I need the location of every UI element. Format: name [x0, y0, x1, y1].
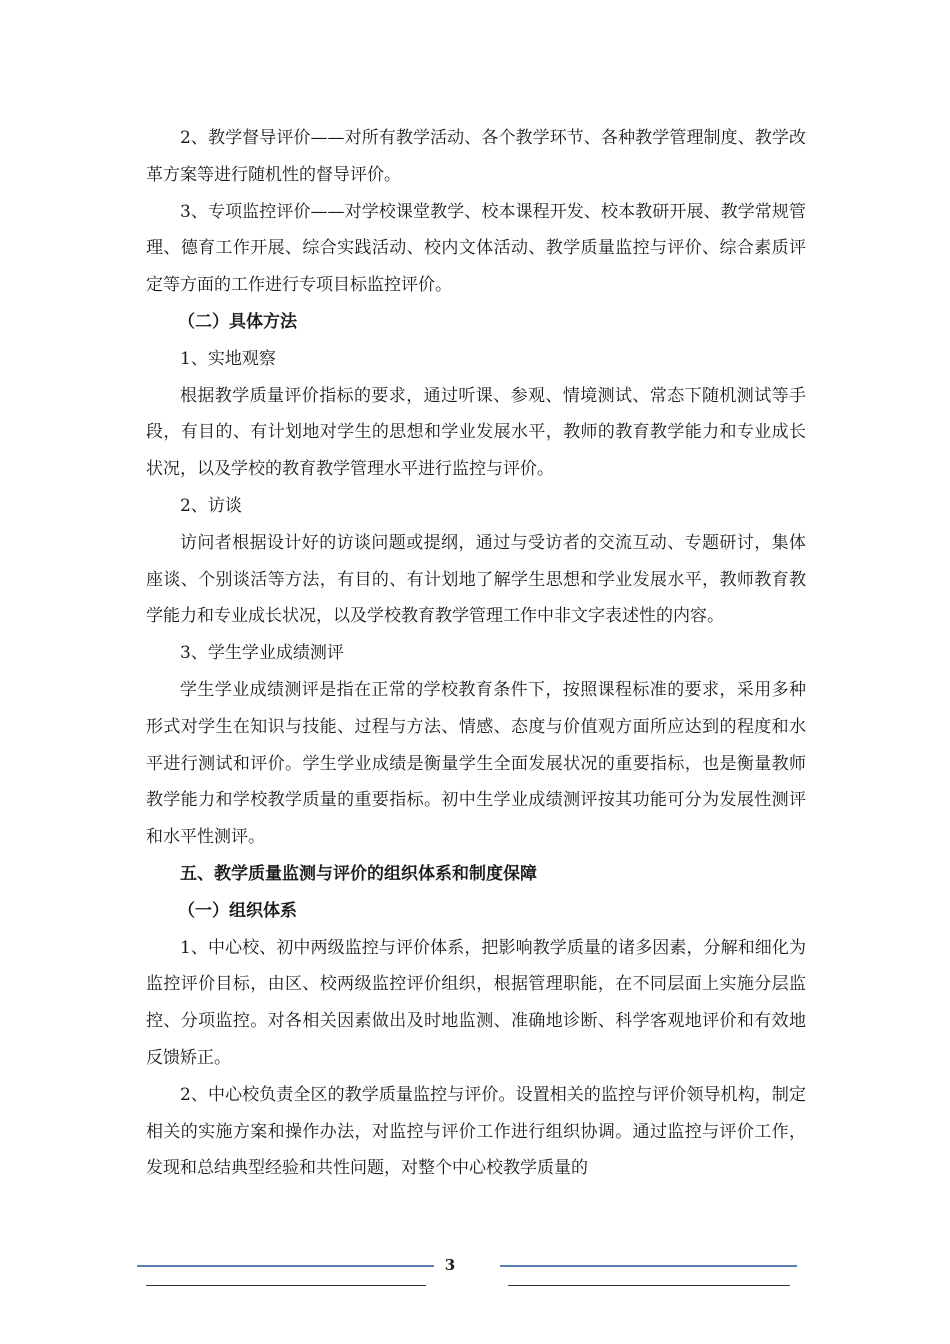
- footer-rule-right-top: [500, 1265, 797, 1267]
- paragraph-interview: 访问者根据设计好的访谈问题或提纲，通过与受访者的交流互动、专题研讨，集体座谈、个别谈活等方法，有目的、有计划地了解学生思想和学业发展水平，教师教育教学能力和专业成长状况，以及学校教育教学管理工作中非文字表述性的内容。: [146, 532, 806, 627]
- heading-organization-system: 五、教学质量监测与评价的组织体系和制度保障: [180, 863, 537, 884]
- paragraph-two-level-system: 1、中心校、初中两级监控与评价体系，把影响教学质量的诸多因素，分解和细化为监控评价目标，由区、校两级监控评价组织，根据管理职能，在不同层面上实施分层监控、分项监控。对各相关因素做出及时地监测、准确地诊断、科学客观地评价和有效地反馈矫正。: [146, 937, 806, 1068]
- subheading-organization: （一）组织体系: [178, 900, 297, 921]
- paragraph-field-observation: 根据教学质量评价指标的要求，通过听课、参观、情境测试、常态下随机测试等手段，有目的、有计划地对学生的思想和学业发展水平，教师的教育教学能力和专业成长状况，以及学校的教育教学管理水平进行监控与评价。: [146, 385, 806, 480]
- subheading-specific-methods: （二）具体方法: [178, 311, 297, 332]
- item-field-observation: 1、实地观察: [180, 348, 276, 369]
- document-body: [146, 120, 806, 1187]
- item-academic-assessment: 3、学生学业成绩测评: [180, 643, 344, 664]
- item-interview: 2、访谈: [180, 495, 242, 516]
- paragraph-supervision-evaluation: 2、教学督导评价——对所有教学活动、各个教学环节、各种教学管理制度、教学改革方案等进行随机性的督导评价。: [146, 128, 806, 185]
- footer-rule-right-bottom: [508, 1285, 790, 1286]
- footer-rule-left-top: [137, 1265, 434, 1267]
- paragraph-academic-assessment: 学生学业成绩测评是指在正常的学校教育条件下，按照课程标准的要求，采用多种形式对学生在知识与技能、过程与方法、情感、态度与价值观方面所应达到的程度和水平进行测试和评价。学生学业成绩是衡量学生全面发展状况的重要指标，也是衡量教师教学能力和学校教学质量的重要指标。初中生学业成绩测评按其功能可分为发展性测评和水平性测评。: [146, 679, 806, 848]
- page-number: 3: [444, 1256, 456, 1274]
- page-footer: [0, 1252, 950, 1292]
- paragraph-center-school: 2、中心校负责全区的教学质量监控与评价。设置相关的监控与评价领导机构，制定相关的实施方案和操作办法，对监控与评价工作进行组织协调。通过监控与评价工作，发现和总结典型经验和共性问题，对整个中心校教学质量的: [146, 1084, 806, 1179]
- paragraph-special-monitoring: 3、专项监控评价——对学校课堂教学、校本课程开发、校本教研开展、教学常规管理、德育工作开展、综合实践活动、校内文体活动、教学质量监控与评价、综合素质评定等方面的工作进行专项目标监控评价。: [146, 201, 806, 296]
- footer-rule-left-bottom: [146, 1285, 426, 1286]
